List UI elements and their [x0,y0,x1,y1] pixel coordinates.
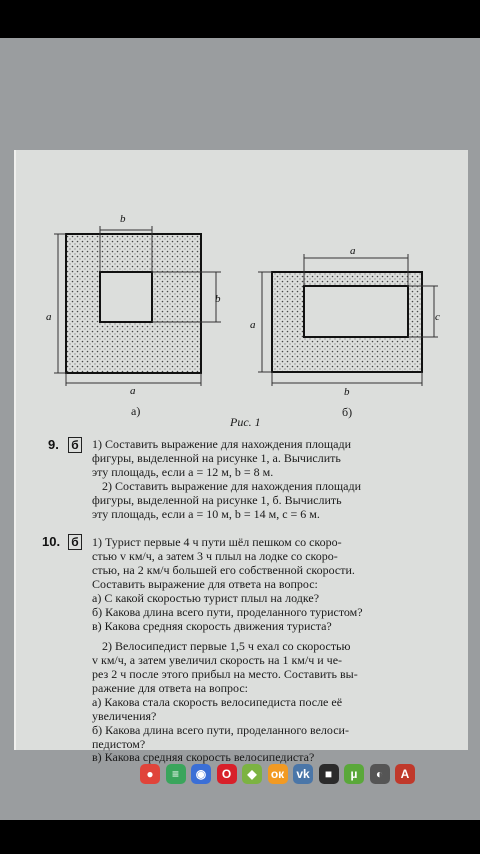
task-10-line: v км/ч, а затем увеличил скорость на 1 км/ч и че- [92,653,343,667]
torrent-icon[interactable]: µ [344,764,364,784]
figure-1 [16,150,468,425]
task-9-line: эту площадь, если a = 12 м, b = 8 м. [92,465,274,479]
task-10-line: стью v км/ч, а затем 3 ч плыл на лодке со скоро- [92,549,338,563]
app-blue-icon[interactable]: ◉ [191,764,211,784]
panel-a-dim-left: a [46,311,52,323]
figure-caption: Рис. 1 [230,415,261,429]
task-10-line: б) Какова длина всего пути, проделанного велоси- [92,723,349,737]
panel-b-dim-top: a [350,245,356,257]
panel-a-dim-right: b [215,293,221,305]
task-10-line: в) Какова средняя скорость велосипедиста? [92,750,315,764]
task-9-level: б [68,437,82,453]
odnoklassniki-icon[interactable]: ок [268,764,288,784]
panel-b-dim-right: c [435,311,440,323]
task-10-line: рез 2 ч после этого прибыл на место. Составить вы- [92,667,358,681]
task-10-line: стью, на 2 км/ч большей его собственной скорости. [92,563,355,577]
task-10-line: увеличения? [92,709,157,723]
task-10-line: Составить выражение для ответа на вопрос: [92,577,318,591]
task-10-line: педистом? [92,737,146,751]
task-9-line: эту площадь, если a = 10 м, b = 14 м, c = 6 м. [92,507,320,521]
opera-icon[interactable]: O [217,764,237,784]
task-10-line: 1) Турист первые 4 ч пути шёл пешком со скоро- [92,535,342,549]
android-icon[interactable]: ◆ [242,764,262,784]
panel-b-dim-bottom: b [344,386,350,398]
task-10-number: 10. [42,534,61,549]
panel-b-sublabel: б) [342,405,353,419]
panel-a-sublabel: а) [131,404,141,418]
textbook-page [14,150,468,764]
app-dark-icon[interactable]: ■ [319,764,339,784]
figure-panel-b [258,254,438,386]
task-9-number: 9. [48,437,59,452]
screen-taskbar [0,761,480,791]
panel-a-dim-top: b [120,213,126,225]
task-10-line: 2) Велосипедист первые 1,5 ч ехал со скоростью [102,639,351,653]
app-red-icon[interactable]: ● [140,764,160,784]
task-9-line: 2) Составить выражение для нахождения площади [102,479,362,493]
task-9-line: фигуры, выделенной на рисунке 1, а. Вычислить [92,451,341,465]
task-10-line: а) Какова стала скорость велосипедиста после её [92,695,343,709]
photo-background [0,38,480,820]
figure-panel-a [54,226,221,386]
panel-a-dim-bottom: a [130,385,136,397]
task-9-line: фигуры, выделенной на рисунке 1, б. Вычислить [92,493,342,507]
task-10-line: а) С какой скоростью турист плыл на лодке? [92,591,320,605]
task-9-line: 1) Составить выражение для нахождения площади [92,437,352,451]
app-green-icon[interactable]: ≡ [166,764,186,784]
panel-b-dim-left: a [250,319,256,331]
pdf-icon[interactable]: A [395,764,415,784]
app-grey-icon[interactable]: ◐ [370,764,390,784]
task-10-level: б [68,534,82,550]
task-10-line: в) Какова средняя скорость движения туриста? [92,619,332,633]
task-10-line: ражение для ответа на вопрос: [92,681,249,695]
task-10-line: б) Какова длина всего пути, проделанного туристом? [92,605,363,619]
vk-icon[interactable]: vk [293,764,313,784]
